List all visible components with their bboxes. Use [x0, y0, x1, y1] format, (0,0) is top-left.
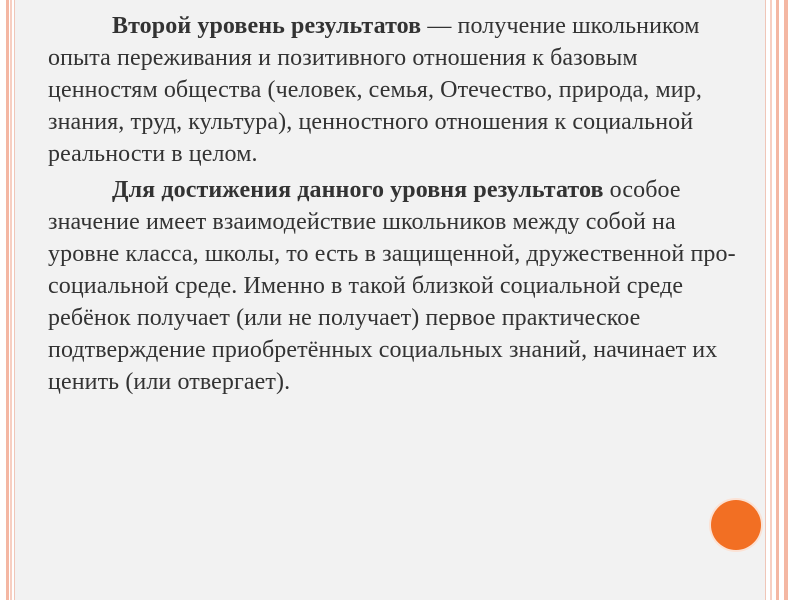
right-inner-stripe — [770, 0, 772, 600]
orange-circle-decoration — [711, 500, 761, 550]
slide-content — [48, 10, 748, 402]
paragraph-heading: Для достижения данного уровня результатов — [112, 177, 604, 203]
paragraph-second-level — [48, 10, 748, 170]
paragraph-text: — получение школьником опыта переживания и позитивного отношения к базовым ценностям общества (человек, семья, Отечество, природа, мир, знания, труд, культура), ценностного отношения к социальной реальности в целом. — [48, 13, 702, 167]
left-decorative-stripe — [6, 0, 9, 600]
left-inner-stripe — [10, 0, 12, 600]
paragraph-text: особое значение имеет взаимодействие школьников между собой на уровне класса, школы, то есть в защищенной, дружественной про-социальной среде. Именно в такой близкой социальной среде ребёнок получает (или не получает) первое практическое подтверждение приобретённых социальных знаний, начинает их ценить (или отвергает). — [48, 177, 736, 395]
paragraph-achievement — [48, 174, 748, 398]
right-outer-stripe — [784, 0, 788, 600]
paragraph-heading: Второй уровень результатов — [112, 13, 422, 39]
right-decorative-stripe — [776, 0, 779, 600]
